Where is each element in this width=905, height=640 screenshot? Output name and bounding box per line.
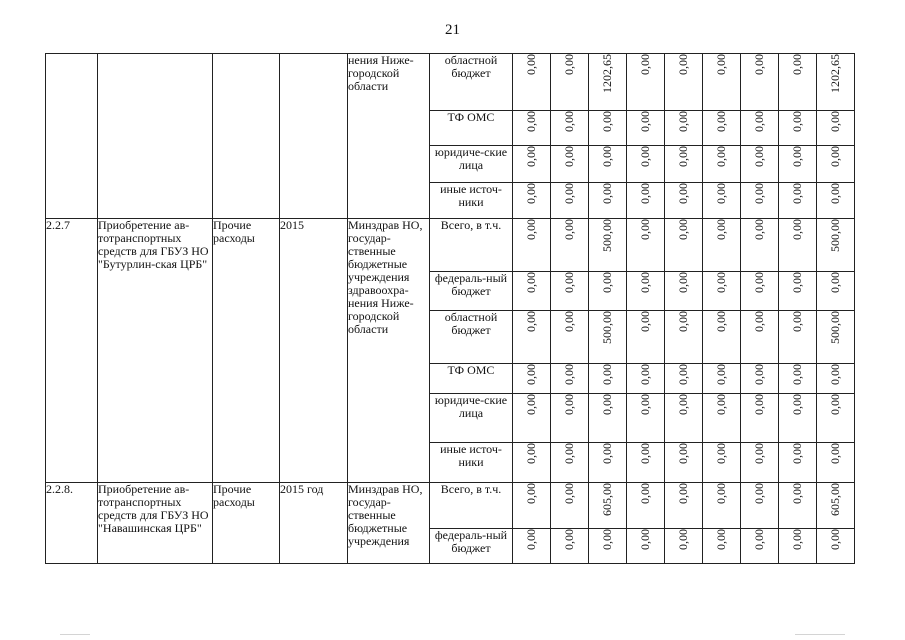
cell-amount bbox=[551, 311, 589, 364]
cell-amount bbox=[589, 54, 627, 111]
cell-amount bbox=[703, 183, 741, 219]
amount-value: 0,00 bbox=[562, 272, 576, 293]
amount-value: 0,00 bbox=[562, 54, 576, 75]
cell-amount bbox=[589, 529, 627, 564]
amount-value: 0,00 bbox=[828, 394, 842, 415]
cell-amount bbox=[741, 364, 779, 394]
amount-value: 0,00 bbox=[638, 443, 652, 464]
amount-value: 0,00 bbox=[790, 219, 804, 240]
amount-value: 1202,65 bbox=[828, 54, 842, 93]
amount-value: 0,00 bbox=[828, 146, 842, 167]
amount-value: 500,00 bbox=[600, 219, 614, 252]
cell-amount bbox=[779, 146, 817, 183]
amount-value: 0,00 bbox=[828, 443, 842, 464]
cell-amount bbox=[627, 483, 665, 529]
item-row bbox=[46, 483, 855, 529]
amount-value: 0,00 bbox=[524, 111, 538, 132]
amount-value: 0,00 bbox=[676, 311, 690, 332]
cell-amount bbox=[703, 111, 741, 146]
amount-value: 0,00 bbox=[638, 146, 652, 167]
cell-amount bbox=[779, 483, 817, 529]
amount-value: 0,00 bbox=[790, 529, 804, 550]
cell-amount bbox=[627, 219, 665, 272]
amount-value: 0,00 bbox=[828, 183, 842, 204]
cell-funding-source: Всего, в т.ч. bbox=[430, 219, 513, 272]
cell-amount bbox=[665, 219, 703, 272]
amount-value: 0,00 bbox=[562, 483, 576, 504]
amount-value: 0,00 bbox=[752, 272, 766, 293]
amount-value: 0,00 bbox=[562, 311, 576, 332]
amount-value: 0,00 bbox=[714, 311, 728, 332]
cell-amount bbox=[665, 111, 703, 146]
cell-amount bbox=[589, 146, 627, 183]
cell-amount bbox=[817, 54, 855, 111]
cell-amount bbox=[817, 146, 855, 183]
cell-amount bbox=[665, 54, 703, 111]
amount-value: 0,00 bbox=[600, 364, 614, 385]
cell-amount bbox=[703, 529, 741, 564]
amount-value: 0,00 bbox=[562, 394, 576, 415]
cell-amount bbox=[665, 529, 703, 564]
cell-executor: Минздрав НО, государ-ственные бюджетные учреждения здравоохра-нения Ниже-городской области bbox=[348, 219, 430, 483]
cell-amount bbox=[627, 364, 665, 394]
cell-amount bbox=[741, 111, 779, 146]
amount-value: 0,00 bbox=[524, 364, 538, 385]
amount-value: 0,00 bbox=[676, 111, 690, 132]
amount-value: 0,00 bbox=[714, 111, 728, 132]
cell-amount bbox=[513, 146, 551, 183]
cont-row bbox=[46, 54, 855, 111]
cell-executor: Минздрав НО, государ-ственные бюджетные учреждения bbox=[348, 483, 430, 564]
cell-amount bbox=[589, 443, 627, 483]
cell-amount bbox=[665, 183, 703, 219]
cell-amount bbox=[513, 483, 551, 529]
cell-amount bbox=[513, 443, 551, 483]
amount-value: 0,00 bbox=[524, 219, 538, 240]
cell-amount bbox=[741, 443, 779, 483]
amount-value: 0,00 bbox=[524, 311, 538, 332]
cell-amount bbox=[551, 529, 589, 564]
cell-amount bbox=[589, 219, 627, 272]
amount-value: 0,00 bbox=[562, 529, 576, 550]
page-number: 21 bbox=[445, 22, 460, 38]
cell-amount bbox=[817, 219, 855, 272]
cell-funding-source: федераль-ный бюджет bbox=[430, 272, 513, 311]
amount-value: 0,00 bbox=[638, 219, 652, 240]
cell-number bbox=[46, 54, 98, 219]
cell-amount bbox=[779, 364, 817, 394]
cell-amount bbox=[627, 272, 665, 311]
cell-amount bbox=[817, 443, 855, 483]
cell-amount bbox=[741, 311, 779, 364]
cell-amount bbox=[741, 394, 779, 443]
amount-value: 0,00 bbox=[638, 311, 652, 332]
cell-expense-type bbox=[213, 54, 280, 219]
cell-funding-source: ТФ ОМС bbox=[430, 364, 513, 394]
cell-amount bbox=[665, 483, 703, 529]
cell-funding-source: ТФ ОМС bbox=[430, 111, 513, 146]
cell-funding-source: юридиче-ские лица bbox=[430, 394, 513, 443]
amount-value: 0,00 bbox=[752, 364, 766, 385]
amount-value: 0,00 bbox=[638, 529, 652, 550]
cell-amount bbox=[513, 272, 551, 311]
amount-value: 0,00 bbox=[562, 111, 576, 132]
cell-amount bbox=[817, 111, 855, 146]
cell-amount bbox=[665, 146, 703, 183]
cell-funding-source: юридиче-ские лица bbox=[430, 146, 513, 183]
cell-amount bbox=[779, 219, 817, 272]
cell-amount bbox=[551, 111, 589, 146]
amount-value: 0,00 bbox=[600, 111, 614, 132]
cell-amount bbox=[741, 219, 779, 272]
amount-value: 0,00 bbox=[714, 146, 728, 167]
amount-value: 0,00 bbox=[638, 111, 652, 132]
amount-value: 0,00 bbox=[524, 272, 538, 293]
cell-amount bbox=[551, 443, 589, 483]
amount-value: 605,00 bbox=[600, 483, 614, 516]
cell-executor: нения Ниже-городской области bbox=[348, 54, 430, 219]
cell-amount bbox=[513, 394, 551, 443]
amount-value: 0,00 bbox=[714, 394, 728, 415]
amount-value: 0,00 bbox=[828, 364, 842, 385]
cell-amount bbox=[817, 183, 855, 219]
cell-year: 2015 год bbox=[280, 483, 348, 564]
item-row bbox=[46, 219, 855, 272]
amount-value: 0,00 bbox=[752, 111, 766, 132]
cell-amount bbox=[817, 483, 855, 529]
cell-amount bbox=[513, 111, 551, 146]
amount-value: 500,00 bbox=[828, 219, 842, 252]
amount-value: 0,00 bbox=[676, 272, 690, 293]
program-activities-table bbox=[45, 53, 855, 564]
cell-amount bbox=[513, 311, 551, 364]
amount-value: 500,00 bbox=[828, 311, 842, 344]
amount-value: 0,00 bbox=[752, 394, 766, 415]
cell-expense-type: Прочие расходы bbox=[213, 483, 280, 564]
amount-value: 0,00 bbox=[638, 54, 652, 75]
amount-value: 500,00 bbox=[600, 311, 614, 344]
cell-amount bbox=[703, 443, 741, 483]
amount-value: 0,00 bbox=[752, 219, 766, 240]
cell-amount bbox=[589, 111, 627, 146]
amount-value: 0,00 bbox=[790, 364, 804, 385]
amount-value: 0,00 bbox=[524, 183, 538, 204]
amount-value: 0,00 bbox=[600, 529, 614, 550]
cell-funding-source: иные источ-ники bbox=[430, 183, 513, 219]
amount-value: 0,00 bbox=[524, 529, 538, 550]
cell-name bbox=[98, 54, 213, 219]
amount-value: 0,00 bbox=[752, 443, 766, 464]
amount-value: 0,00 bbox=[790, 272, 804, 293]
cell-amount bbox=[779, 111, 817, 146]
amount-value: 0,00 bbox=[638, 364, 652, 385]
amount-value: 0,00 bbox=[562, 364, 576, 385]
amount-value: 0,00 bbox=[752, 183, 766, 204]
cell-amount bbox=[627, 443, 665, 483]
amount-value: 0,00 bbox=[676, 364, 690, 385]
cell-amount bbox=[627, 394, 665, 443]
cell-funding-source: Всего, в т.ч. bbox=[430, 483, 513, 529]
cell-amount bbox=[627, 311, 665, 364]
amount-value: 0,00 bbox=[638, 394, 652, 415]
amount-value: 0,00 bbox=[676, 443, 690, 464]
cell-amount bbox=[551, 483, 589, 529]
cell-amount bbox=[703, 483, 741, 529]
amount-value: 0,00 bbox=[524, 394, 538, 415]
cell-amount bbox=[703, 311, 741, 364]
cell-amount bbox=[551, 146, 589, 183]
amount-value: 0,00 bbox=[562, 443, 576, 464]
amount-value: 0,00 bbox=[676, 529, 690, 550]
cell-year: 2015 bbox=[280, 219, 348, 483]
amount-value: 0,00 bbox=[714, 272, 728, 293]
cell-amount bbox=[627, 529, 665, 564]
amount-value: 0,00 bbox=[752, 54, 766, 75]
cell-amount bbox=[817, 364, 855, 394]
cell-name: Приобретение ав-тотранспортных средств для ГБУЗ НО "Навашинская ЦРБ" bbox=[98, 483, 213, 564]
cell-amount bbox=[589, 483, 627, 529]
table-body bbox=[46, 54, 855, 564]
cell-amount bbox=[589, 183, 627, 219]
cell-amount bbox=[513, 54, 551, 111]
cell-amount bbox=[551, 394, 589, 443]
amount-value: 0,00 bbox=[600, 272, 614, 293]
cell-amount bbox=[627, 111, 665, 146]
cell-amount bbox=[779, 272, 817, 311]
cell-amount bbox=[627, 183, 665, 219]
amount-value: 0,00 bbox=[714, 443, 728, 464]
amount-value: 0,00 bbox=[676, 146, 690, 167]
cell-amount bbox=[513, 219, 551, 272]
cell-amount bbox=[589, 394, 627, 443]
amount-value: 0,00 bbox=[714, 219, 728, 240]
cell-amount bbox=[741, 54, 779, 111]
cell-amount bbox=[703, 364, 741, 394]
amount-value: 0,00 bbox=[790, 146, 804, 167]
cell-amount bbox=[627, 146, 665, 183]
cell-expense-type: Прочие расходы bbox=[213, 219, 280, 483]
cell-amount bbox=[703, 54, 741, 111]
cell-amount bbox=[665, 364, 703, 394]
amount-value: 0,00 bbox=[524, 483, 538, 504]
cell-amount bbox=[779, 443, 817, 483]
amount-value: 0,00 bbox=[752, 529, 766, 550]
cell-amount bbox=[741, 272, 779, 311]
amount-value: 0,00 bbox=[714, 183, 728, 204]
cell-amount bbox=[817, 272, 855, 311]
cell-amount bbox=[741, 146, 779, 183]
cell-amount bbox=[665, 443, 703, 483]
amount-value: 0,00 bbox=[676, 394, 690, 415]
amount-value: 0,00 bbox=[638, 272, 652, 293]
cell-amount bbox=[589, 272, 627, 311]
amount-value: 1202,65 bbox=[600, 54, 614, 93]
cell-amount bbox=[551, 364, 589, 394]
amount-value: 0,00 bbox=[600, 394, 614, 415]
amount-value: 0,00 bbox=[600, 443, 614, 464]
cell-amount bbox=[741, 483, 779, 529]
cell-year bbox=[280, 54, 348, 219]
amount-value: 0,00 bbox=[714, 364, 728, 385]
cell-amount bbox=[551, 183, 589, 219]
amount-value: 0,00 bbox=[524, 443, 538, 464]
amount-value: 0,00 bbox=[790, 54, 804, 75]
cell-amount bbox=[779, 311, 817, 364]
amount-value: 0,00 bbox=[790, 443, 804, 464]
cell-amount bbox=[627, 54, 665, 111]
cell-number: 2.2.7 bbox=[46, 219, 98, 483]
cell-number: 2.2.8. bbox=[46, 483, 98, 564]
cell-name: Приобретение ав-тотранспортных средств для ГБУЗ НО "Бутурлин-ская ЦРБ" bbox=[98, 219, 213, 483]
amount-value: 0,00 bbox=[676, 54, 690, 75]
amount-value: 0,00 bbox=[676, 483, 690, 504]
cell-amount bbox=[779, 529, 817, 564]
amount-value: 0,00 bbox=[676, 219, 690, 240]
amount-value: 0,00 bbox=[828, 272, 842, 293]
cell-amount bbox=[665, 394, 703, 443]
amount-value: 0,00 bbox=[752, 146, 766, 167]
amount-value: 0,00 bbox=[524, 146, 538, 167]
scan-artifact-line bbox=[795, 634, 845, 635]
amount-value: 0,00 bbox=[828, 529, 842, 550]
cell-amount bbox=[551, 54, 589, 111]
cell-amount bbox=[817, 529, 855, 564]
cell-amount bbox=[703, 146, 741, 183]
cell-amount bbox=[817, 394, 855, 443]
cell-amount bbox=[703, 394, 741, 443]
cell-funding-source: иные источ-ники bbox=[430, 443, 513, 483]
amount-value: 0,00 bbox=[790, 311, 804, 332]
cell-amount bbox=[779, 394, 817, 443]
cell-funding-source: областной бюджет bbox=[430, 54, 513, 111]
amount-value: 0,00 bbox=[714, 529, 728, 550]
amount-value: 0,00 bbox=[638, 483, 652, 504]
amount-value: 0,00 bbox=[790, 111, 804, 132]
amount-value: 0,00 bbox=[562, 183, 576, 204]
amount-value: 0,00 bbox=[828, 111, 842, 132]
cell-amount bbox=[741, 529, 779, 564]
cell-amount bbox=[513, 529, 551, 564]
amount-value: 0,00 bbox=[562, 146, 576, 167]
cell-funding-source: федераль-ный бюджет bbox=[430, 529, 513, 564]
cell-amount bbox=[665, 311, 703, 364]
cell-amount bbox=[551, 219, 589, 272]
cell-amount bbox=[513, 364, 551, 394]
cell-amount bbox=[779, 54, 817, 111]
amount-value: 0,00 bbox=[676, 183, 690, 204]
cell-amount bbox=[703, 272, 741, 311]
cell-amount bbox=[665, 272, 703, 311]
cell-amount bbox=[551, 272, 589, 311]
cell-amount bbox=[703, 219, 741, 272]
amount-value: 0,00 bbox=[752, 483, 766, 504]
amount-value: 0,00 bbox=[790, 183, 804, 204]
cell-amount bbox=[589, 364, 627, 394]
cell-amount bbox=[513, 183, 551, 219]
amount-value: 0,00 bbox=[600, 146, 614, 167]
amount-value: 0,00 bbox=[638, 183, 652, 204]
amount-value: 0,00 bbox=[562, 219, 576, 240]
cell-amount bbox=[589, 311, 627, 364]
cell-amount bbox=[817, 311, 855, 364]
amount-value: 0,00 bbox=[790, 394, 804, 415]
cell-amount bbox=[779, 183, 817, 219]
amount-value: 0,00 bbox=[714, 483, 728, 504]
amount-value: 0,00 bbox=[752, 311, 766, 332]
amount-value: 0,00 bbox=[714, 54, 728, 75]
cell-funding-source: областной бюджет bbox=[430, 311, 513, 364]
amount-value: 0,00 bbox=[790, 483, 804, 504]
amount-value: 605,00 bbox=[828, 483, 842, 516]
amount-value: 0,00 bbox=[600, 183, 614, 204]
cell-amount bbox=[741, 183, 779, 219]
scan-artifact-line bbox=[60, 634, 90, 635]
amount-value: 0,00 bbox=[524, 54, 538, 75]
